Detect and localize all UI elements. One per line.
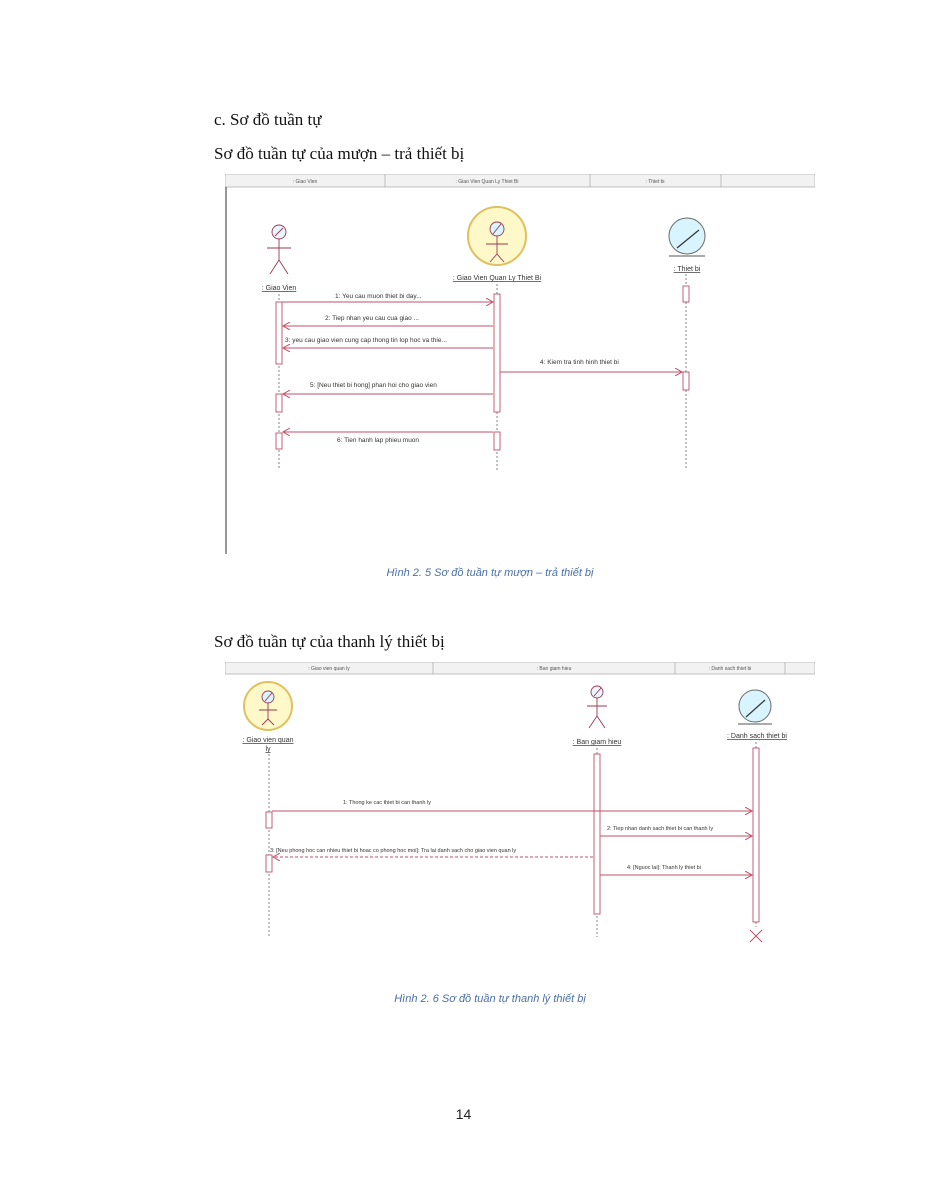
actor-teacher-icon	[267, 225, 291, 274]
lifeline-label-manager: : Giao Vien Quan Ly Thiet Bi	[452, 275, 542, 282]
diagram1-header-cell-2: : Giao Vien Quan Ly Thiet Bi	[455, 179, 519, 185]
entity-device-icon	[669, 218, 705, 256]
controller-manager-icon	[468, 207, 526, 265]
controller-manager-icon	[244, 682, 292, 730]
section-title: c. Sơ đồ tuần tự	[214, 110, 322, 129]
message-2	[600, 826, 752, 836]
diagram2-header-cell-3: : Danh sach thiet bi	[708, 666, 752, 672]
actor-board-icon	[587, 686, 607, 728]
message-3	[270, 848, 593, 857]
sequence-diagram-borrow-return	[225, 174, 815, 554]
svg-text:3: yeu cau giao vien cung cap: 3: yeu cau giao vien cung cap thong tin lop hoc va thie...	[285, 337, 447, 344]
diagram1-header-cell-3: : Thiet bi	[645, 179, 665, 185]
diagram2-caption: Hình 2. 6 Sơ đồ tuần tự thanh lý thiết bị	[394, 993, 586, 1005]
message-4	[600, 865, 752, 875]
entity-device-list-icon	[738, 690, 772, 724]
svg-text:3: [Neu phong hoc can nhieu th: 3: [Neu phong hoc can nhieu thiet bi hoac co phong hoc moi]: Tra lai danh sach cho giao vien quan ly	[270, 848, 517, 854]
lifeline-label-manager-line2: ly	[265, 746, 271, 753]
message-2	[283, 315, 493, 326]
svg-text:1: Thong ke cac thiet bi can t: 1: Thong ke cac thiet bi can thanh ly	[343, 800, 431, 806]
svg-text:6: Tien hanh lap phieu muon: 6: Tien hanh lap phieu muon	[337, 437, 420, 444]
sequence-diagram-disposal	[225, 662, 815, 947]
lifeline-label-manager-line1: : Giao vien quan	[242, 737, 294, 744]
svg-text:2: Tiep nhan danh sach thiet b: 2: Tiep nhan danh sach thiet bi can thanh ly	[607, 826, 714, 832]
diagram2-header-cell-1: : Giao vien quan ly	[308, 666, 350, 672]
lifeline-label-teacher: : Giao Vien	[261, 285, 297, 292]
diagram2-header-cell-2: : Ban giam hieu	[536, 666, 572, 672]
svg-text:4: [Nguoc lai]: Thanh ly thiet: 4: [Nguoc lai]: Thanh ly thiet bi	[627, 865, 701, 871]
diagram2-heading: Sơ đồ tuần tự của thanh lý thiết bị	[214, 632, 445, 651]
diagram1-caption: Hình 2. 5 Sơ đồ tuần tự mượn – trả thiết bị	[386, 567, 594, 579]
message-4	[500, 359, 682, 372]
svg-text:1: Yeu cau muon thiet bi day..: 1: Yeu cau muon thiet bi day...	[335, 293, 422, 300]
page-number: 14	[455, 1106, 472, 1122]
message-1	[272, 800, 752, 811]
lifeline-label-list: : Danh sach thiet bi	[727, 733, 787, 740]
diagram1-heading: Sơ đồ tuần tự của mượn – trả thiết bị	[214, 144, 465, 163]
svg-text:5: [Neu thiet bi hong] phan ho: 5: [Neu thiet bi hong] phan hoi cho giao vien	[310, 382, 437, 389]
destroy-mark-icon	[750, 930, 762, 942]
message-5	[283, 382, 493, 394]
message-3	[283, 337, 493, 348]
message-1	[282, 293, 493, 302]
lifeline-label-device: : Thiet bi	[673, 266, 701, 273]
message-6	[283, 432, 493, 444]
lifeline-label-board: : Ban giam hieu	[572, 739, 622, 746]
svg-text:4: Kiem tra tinh hinh thiet bi: 4: Kiem tra tinh hinh thiet bi	[540, 359, 619, 366]
svg-text:2: Tiep nhan yeu cau cua giao: 2: Tiep nhan yeu cau cua giao ...	[325, 315, 419, 322]
diagram1-header-cell-1: : Giao Vien	[292, 179, 318, 185]
